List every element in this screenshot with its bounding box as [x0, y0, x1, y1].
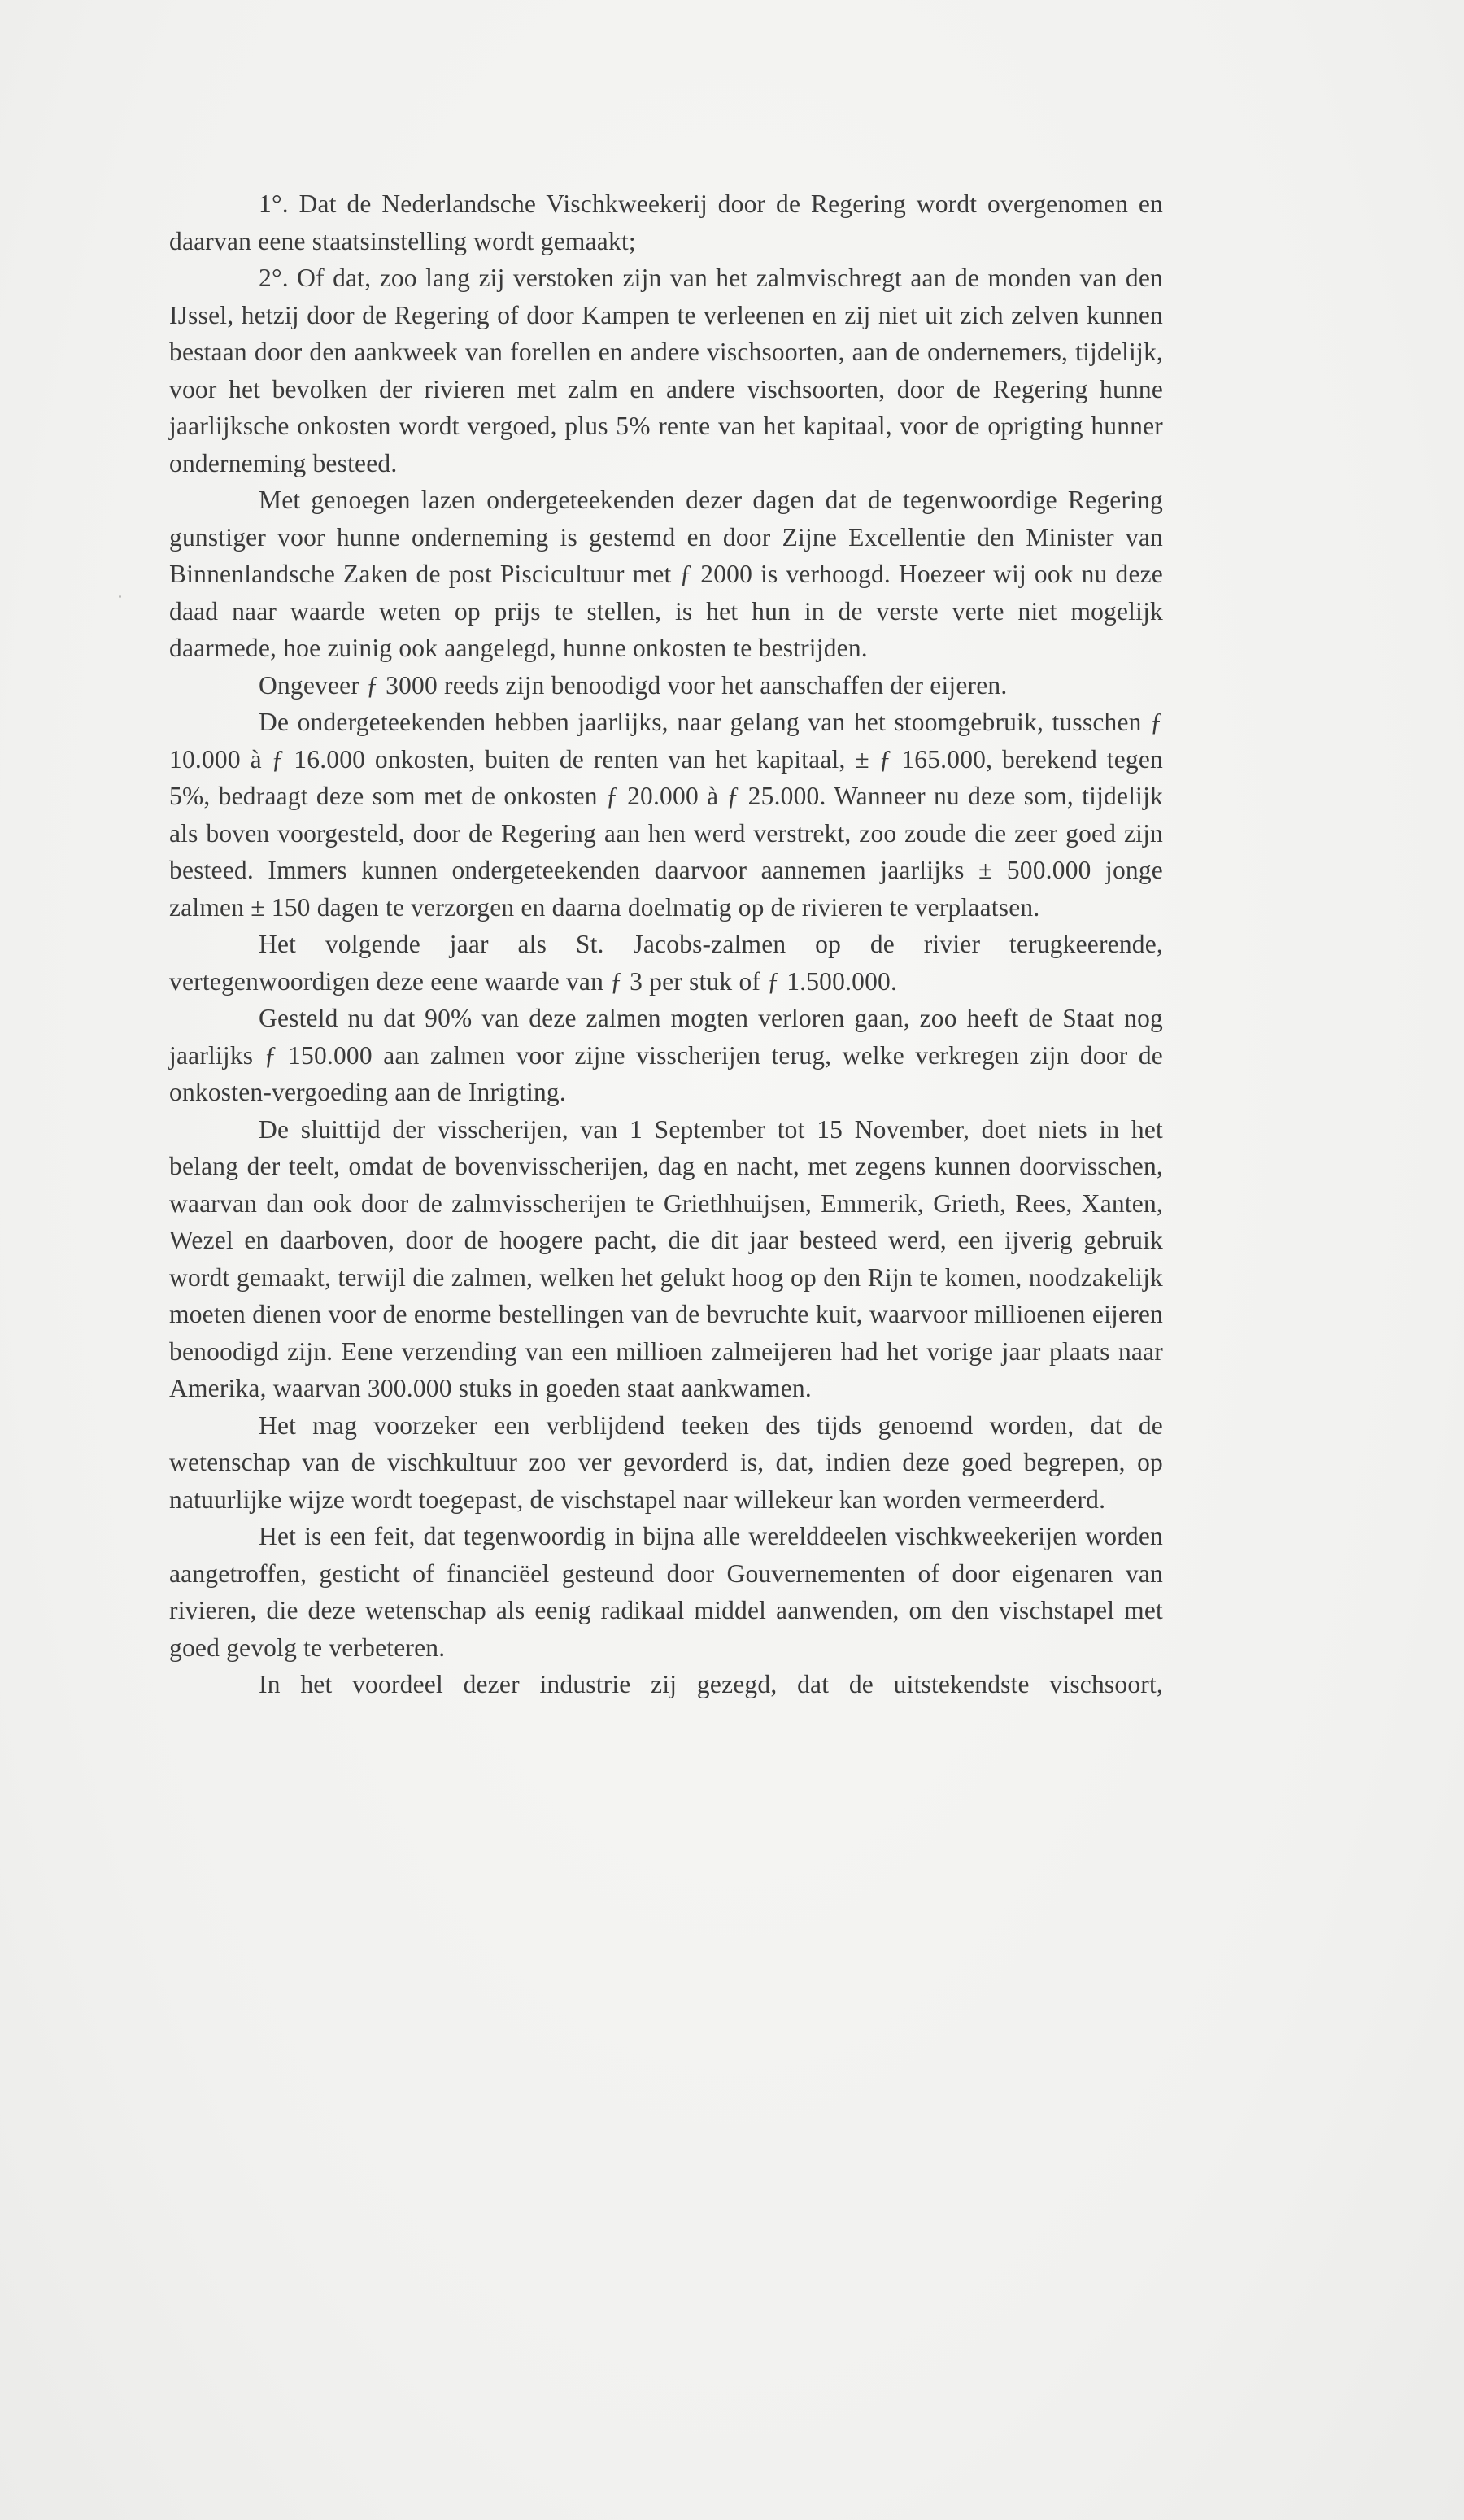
paragraph-5: De ondergeteekenden hebben jaarlijks, naar gelang van het stoomgebruik, tusschen ƒ 10.000 à ƒ 16.000 onkosten, buiten de renten van het kapitaal, ± ƒ 165.000, berekend tegen 5%, bedraagt deze som met de onkosten ƒ 20.000 à ƒ 25.000. Wanneer nu deze som, tijdelijk als boven voorgesteld, door de Regering aan hen werd verstrekt, zoo zoude die zeer goed zijn besteed. Immers kunnen ondergeteekenden daarvoor aannemen jaarlijks ± 500.000 jonge zalmen ± 150 dagen te verzorgen en daarna doelmatig op de rivieren te verplaatsen. — [169, 708, 1163, 922]
document-body — [169, 185, 1163, 1703]
paragraph-3: Met genoegen lazen ondergeteekenden dezer dagen dat de tegenwoordige Regering gunstiger voor hunne onderneming is gestemd en door Zijne Excellentie den Minister van Binnenlandsche Zaken de post Piscicultuur met ƒ 2000 is verhoogd. Hoezeer wij ook nu deze daad naar waarde weten op prijs te stellen, is het hun in de verste verte niet mogelijk daarmede, hoe zuinig ook aangelegd, hunne onkosten te bestrijden. — [169, 486, 1163, 662]
paragraph-2: 2°. Of dat, zoo lang zij verstoken zijn van het zalmvischregt aan de monden van den IJssel, hetzij door de Regering of door Kampen te verleenen en zij niet uit zich zelven kunnen bestaan door den aankweek van forellen en andere vischsoorten, aan de ondernemers, tijdelijk, voor het bevolken der rivieren met zalm en andere vischsoorten, door de Regering hunne jaarlijksche onkosten wordt vergoed, plus 5% rente van het kapitaal, voor de oprigting hunner onderneming besteed. — [169, 264, 1163, 477]
paragraph-1: 1°. Dat de Nederlandsche Vischkweekerij door de Regering wordt overgenomen en daarvan eene staatsinstelling wordt gemaakt; — [169, 190, 1163, 255]
paragraph-10: Het is een feit, dat tegenwoordig in bijna alle werelddeelen vischkweekerijen worden aangetroffen, gesticht of financiëel gesteund door Gouvernementen of door eigenaren van rivieren, die deze wetenschap als eenig radikaal middel aanwenden, om den vischstapel met goed gevolg te verbeteren. — [169, 1522, 1163, 1662]
paragraph-11: In het voordeel dezer industrie zij gezegd, dat de uitstekendste vischsoort, — [259, 1670, 1163, 1698]
paragraph-8: De sluittijd der visscherijen, van 1 September tot 15 November, doet niets in het belang der teelt, omdat de bovenvisscherijen, dag en nacht, met zegens kunnen doorvisschen, waarvan dan ook door de zalmvisscherijen te Griethhuijsen, Emmerik, Grieth, Rees, Xanten, Wezel en daarboven, door de hoogere pacht, die dit jaar besteed werd, een ijverig gebruik wordt gemaakt, terwijl die zalmen, welken het gelukt hoog op den Rijn te komen, noodzakelijk moeten dienen voor de enorme bestellingen van de bevruchte kuit, waarvoor millioenen eijeren benoodigd zijn. Eene verzending van een millioen zalmeijeren had het vorige jaar plaats naar Amerika, waarvan 300.000 stuks in goeden staat aankwamen. — [169, 1114, 1163, 1402]
paper-speck — [119, 595, 121, 598]
paragraph-6: Het volgende jaar als St. Jacobs-zalmen op de rivier terugkeerende, vertegenwoordigen deze eene waarde van ƒ 3 per stuk of ƒ 1.500.000. — [169, 930, 1163, 996]
paragraph-7: Gesteld nu dat 90% van deze zalmen mogten verloren gaan, zoo heeft de Staat nog jaarlijks ƒ 150.000 aan zalmen voor zijne visscherijen terug, welke verkregen zijn door de onkosten-vergoeding aan de Inrigting. — [169, 1004, 1163, 1106]
paragraph-9: Het mag voorzeker een verblijdend teeken des tijds genoemd worden, dat de wetenschap van de vischkultuur zoo ver gevorderd is, dat, indien deze goed begrepen, op natuurlijke wijze wordt toegepast, de vischstapel naar willekeur kan worden vermeerderd. — [169, 1410, 1163, 1514]
paragraph-4: Ongeveer ƒ 3000 reeds zijn benoodigd voor het aanschaffen der eijeren. — [259, 670, 1008, 700]
